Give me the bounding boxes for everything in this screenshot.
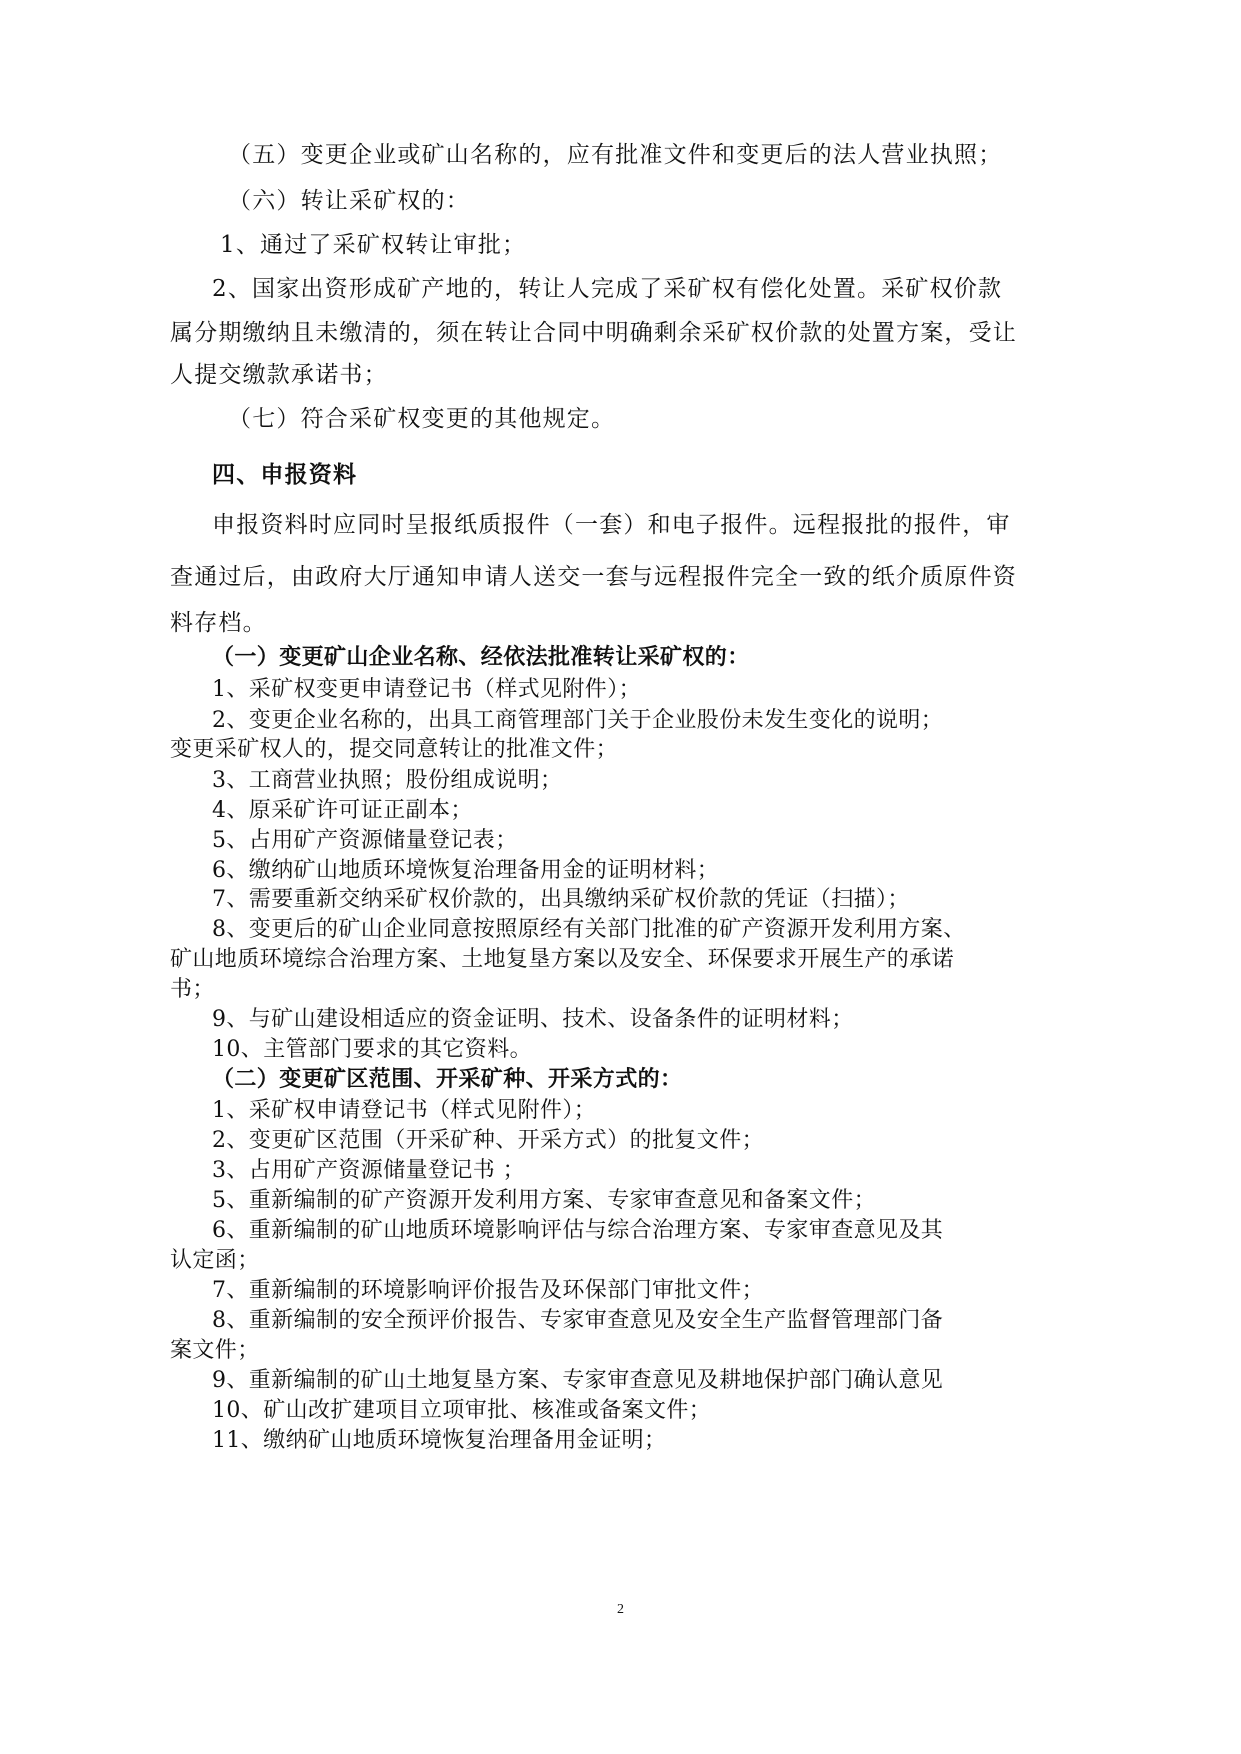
- list-item: 8、重新编制的安全预评价报告、专家审查意见及安全生产监督管理部门备: [212, 1308, 944, 1333]
- list-item: 10、矿山改扩建项目立项审批、核准或备案文件；: [212, 1398, 712, 1423]
- list-item: 6、重新编制的矿山地质环境影响评估与综合治理方案、专家审查意见及其: [212, 1218, 944, 1243]
- list-item: 2、变更矿区范围（开采矿种、开采方式）的批复文件；: [212, 1128, 764, 1153]
- paragraph-line: 1、通过了采矿权转让审批；: [220, 232, 527, 258]
- paragraph-line: （六）转让采矿权的：: [228, 188, 470, 214]
- paragraph-line: （五）变更企业或矿山名称的，应有批准文件和变更后的法人营业执照；: [228, 142, 1003, 168]
- list-item: 1、采矿权申请登记书（样式见附件）；: [212, 1098, 597, 1123]
- paragraph-line: 属分期缴纳且未缴清的，须在转让合同中明确剩余采矿权价款的处置方案，受让: [170, 320, 1017, 346]
- list-item: 9、与矿山建设相适应的资金证明、技术、设备条件的证明材料；: [212, 1007, 854, 1032]
- list-item: 变更采矿权人的，提交同意转让的批准文件；: [170, 737, 619, 762]
- list-item: 1、采矿权变更申请登记书（样式见附件）；: [212, 677, 641, 702]
- list-item: 8、变更后的矿山企业同意按照原经有关部门批准的矿产资源开发利用方案、: [212, 917, 966, 942]
- list-item: 4、原采矿许可证正副本；: [212, 798, 473, 823]
- list-item: 5、占用矿产资源储量登记表；: [212, 828, 518, 853]
- paragraph-line: 人提交缴款承诺书；: [170, 362, 388, 388]
- list-item: 10、主管部门要求的其它资料。: [212, 1037, 532, 1062]
- subsection-heading: （二）变更矿区范围、开采矿种、开采方式的：: [212, 1066, 683, 1092]
- section-title: 四、申报资料: [212, 461, 358, 488]
- list-item: 9、重新编制的矿山土地复垦方案、专家审查意见及耕地保护部门确认意见: [212, 1368, 944, 1393]
- list-item: 11、缴纳矿山地质环境恢复治理备用金证明；: [212, 1428, 667, 1453]
- list-item: 认定函；: [170, 1248, 260, 1273]
- list-item: 7、重新编制的环境影响评价报告及环保部门审批文件；: [212, 1278, 764, 1303]
- list-item: 书；: [170, 977, 215, 1002]
- list-item: 3、工商营业执照；股份组成说明；: [212, 768, 563, 793]
- list-item: 7、需要重新交纳采矿权价款的，出具缴纳采矿权价款的凭证（扫描）；: [212, 887, 910, 912]
- list-item: 矿山地质环境综合治理方案、土地复垦方案以及安全、环保要求开展生产的承诺: [170, 947, 955, 972]
- list-item: 6、缴纳矿山地质环境恢复治理备用金的证明材料；: [212, 858, 720, 883]
- intro-line: 查通过后，由政府大厅通知申请人送交一套与远程报件完全一致的纸介质原件资: [170, 564, 1017, 590]
- list-item: 3、占用矿产资源储量登记书 ；: [212, 1158, 525, 1183]
- intro-line: 申报资料时应同时呈报纸质报件（一套）和电子报件。远程报批的报件，审: [212, 512, 1011, 538]
- list-item: 5、重新编制的矿产资源开发利用方案、专家审查意见和备案文件；: [212, 1188, 876, 1213]
- page-number: 2: [617, 1602, 624, 1617]
- list-item: 案文件；: [170, 1338, 260, 1363]
- paragraph-line: 2、国家出资形成矿产地的，转让人完成了采矿权有偿化处置。采矿权价款: [212, 276, 1003, 302]
- intro-line: 料存档。: [170, 610, 267, 636]
- subsection-heading: （一）变更矿山企业名称、经依法批准转让采矿权的：: [212, 644, 750, 670]
- list-item: 2、变更企业名称的，出具工商管理部门关于企业股份未发生变化的说明；: [212, 708, 944, 733]
- paragraph-line: （七）符合采矿权变更的其他规定。: [228, 406, 616, 432]
